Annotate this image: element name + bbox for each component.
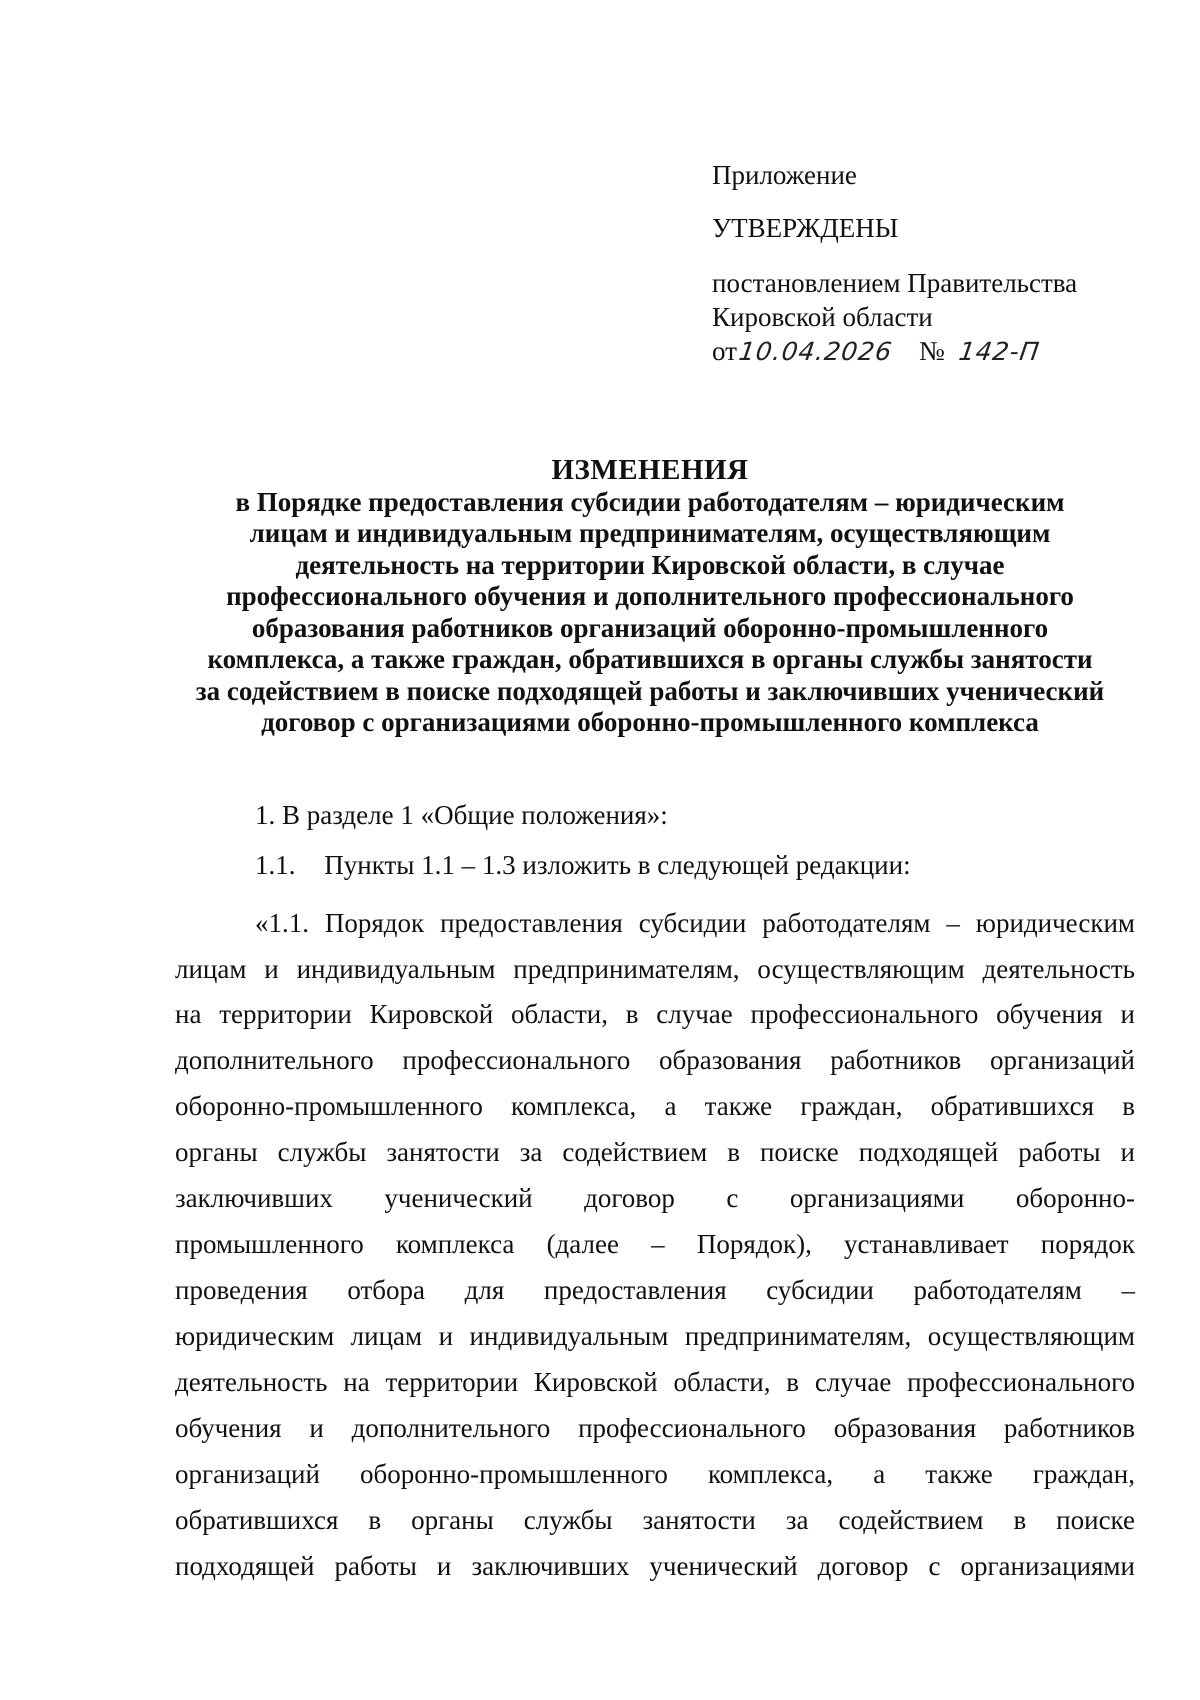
number-sign: №: [918, 336, 945, 366]
resolution-line-1: постановлением Правительства: [712, 268, 1078, 298]
title-line: в Порядке предоставления субсидии работодателям – юридическим: [235, 486, 1065, 517]
paragraph-line: органы службы занятости за содействием в поиске подходящей работы и: [175, 1137, 1135, 1167]
paragraph-line: лицам и индивидуальным предпринимателям, осуществляющим деятельность: [175, 954, 1135, 984]
approval-block: [712, 158, 1152, 369]
resolution-line-2: Кировской области: [712, 302, 933, 332]
date-prefix: от: [712, 336, 737, 366]
date-number-line: [712, 334, 1152, 369]
title-line: образования работников организаций оборонно-промышленного: [251, 612, 1049, 643]
title-line: комплекса, а также граждан, обратившихся в органы службы занятости: [207, 644, 1093, 674]
paragraph-line: дополнительного профессионального образования работников организаций: [175, 1045, 1135, 1075]
appendix-label: Приложение: [712, 160, 857, 190]
title-line: деятельность на территории Кировской области, в случае: [295, 549, 1005, 580]
paragraph-line: оборонно-промышленного комплекса, а также граждан, обратившихся в: [175, 1091, 1135, 1121]
title-line: лицам и индивидуальным предпринимателям, осуществляющим: [249, 518, 1051, 548]
title-line: профессионального обучения и дополнительного профессионального: [226, 581, 1074, 611]
paragraph-line: обучения и дополнительного профессионального образования работников: [175, 1413, 1135, 1443]
title-line: договор с организациями оборонно-промышленного комплекса: [261, 707, 1039, 737]
item-1-1-text: Пункты 1.1 – 1.3 изложить в следующей редакции:: [324, 850, 911, 880]
document-title: [170, 455, 1130, 739]
paragraph-line: подходящей работы и заключивших ученический договор с организациями: [175, 1551, 1135, 1581]
paragraph-line: «1.1. Порядок предоставления субсидии работодателям – юридическим: [255, 908, 1135, 938]
paragraph-line: проведения отбора для предоставления субсидии работодателям –: [175, 1275, 1135, 1305]
paragraph-line: заключивших ученический договор с организациями оборонно-: [175, 1183, 1135, 1213]
item-1: 1. В разделе 1 «Общие положения»:: [255, 800, 668, 830]
item-1-1-number: 1.1.: [255, 850, 296, 880]
paragraph-line: обратившихся в органы службы занятости за содействием в поиске: [175, 1505, 1135, 1535]
title-line: за содействием в поиске подходящей работы и заключивших ученический: [195, 675, 1105, 706]
paragraph-line: юридическим лицам и индивидуальным предпринимателям, осуществляющим: [175, 1321, 1135, 1351]
paragraph-line: промышленного комплекса (далее – Порядок), устанавливает порядок: [175, 1229, 1135, 1259]
item-1-1: [255, 850, 911, 881]
paragraph-line: деятельность на территории Кировской области, в случае профессионального: [175, 1367, 1135, 1397]
approved-label: УТВЕРЖДЕНЫ: [712, 213, 899, 243]
paragraph-line: на территории Кировской области, в случае профессионального обучения и: [175, 999, 1135, 1029]
title-heading: ИЗМЕНЕНИЯ: [551, 454, 749, 486]
handwritten-number: 142-П: [956, 337, 1042, 366]
handwritten-date: 10.04.2026: [736, 337, 895, 366]
paragraph-line: организаций оборонно-промышленного комплекса, а также граждан,: [175, 1459, 1135, 1489]
